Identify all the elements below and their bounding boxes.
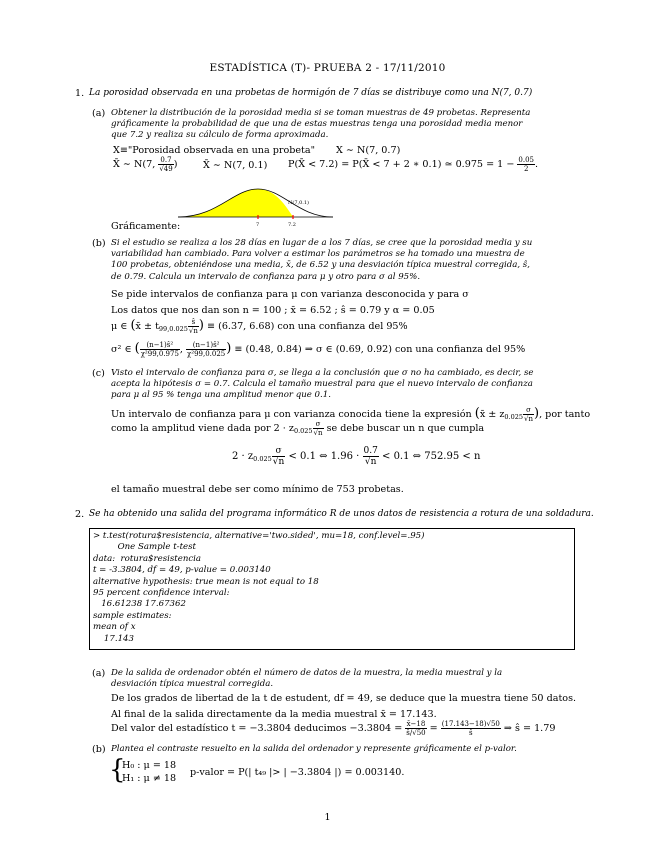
q2-number: 2. [75, 509, 85, 520]
r-output-text: > t.test(rotura$resistencia, alternative='two.sided', mu=18, conf.level=.95) One Sample t-test data: rotura$resistencia t = -3.3804, df = 49, p-value = 0.003140 alternative hypothesis: true mean is not equal to 18 95 percent confidence interval: 16.61238 17.67362 sample estimates: mean of x 17.143 [93, 531, 425, 644]
tick-label-7: 7 [256, 222, 260, 228]
q1-statement: La porosidad observada en una probetas de hormigón de 7 días se distribuye como una N(7, 0.7) [89, 88, 533, 98]
q1a-line1: X≡"Porosidad observada en una probeta" [113, 145, 316, 156]
page-title: ESTADÍSTICA (T)- PRUEBA 2 - 17/11/2010 [209, 62, 446, 74]
q1a-line2b: X̄ ∼ N(7, 0.1) [203, 160, 268, 171]
q2a-label: (a) [92, 668, 106, 679]
q1c-line1: Un intervalo de confianza para μ con varianza conocida tiene la expresión (x̄ ± $z_{0.025}$ $\frac{\sigma}{√n}$ ), por tanto [111, 406, 591, 423]
q1c-equation: $2 \cdot z_{0.025}$ $\frac{\sigma}{√n}$ < 0.1 ⇔ 1.96 · $\frac{0.7}{√n}$ < 0.1 ⇔ 752.95 < n [232, 446, 481, 467]
q1b-line2: Los datos que nos dan son n = 100 ; x̄ = 6.52 ; ŝ = 0.79 y α = 0.05 [111, 305, 435, 316]
tick-label-72: 7.2 [288, 222, 296, 228]
q1b-line4: σ² ∈ ( $\frac{\text{(n−1)ŝ²}}{\text{χ²99,0.975}}$ , $\frac{\text{(n−1)ŝ²}}{\text{χ²99,0.025}}$ ) ≡ (0.48, 0.84) ⇒ σ ∈ (0.69, 0.92) con una confianza del 95% [111, 341, 526, 358]
q1b-line1: Se pide intervalos de confianza para μ con varianza desconocida y para σ [111, 289, 469, 300]
q2b-label: (b) [92, 744, 106, 755]
q1b-question: Si el estudio se realiza a los 28 días en lugar de a los 7 días, se cree que la porosidad media y su variabilidad han cambiado. Para volver a estimar los parámetros se ha tomado una muestra de 100 probetas, obteniéndose una media, x̄, de 6.52 y una desviación típica muestral corregida, ŝ, de 0.79. Calcula un intervalo de confianza para μ y otro para σ al 95%. [111, 238, 533, 282]
q1a-label: (a) [92, 108, 106, 119]
q2b-h0: H₀ : μ = 18 [122, 760, 177, 771]
r-output-box [89, 528, 575, 650]
q2b-pvalue: p-valor = P(| t₄₉ |> | −3.3804 |) = 0.003140. [190, 767, 405, 778]
q1c-label: (c) [92, 368, 105, 379]
q2-statement: Se ha obtenido una salida del programa informático R de unos datos de resistencia a rotura de una soldadura. [89, 509, 594, 519]
q1-number: 1. [75, 88, 85, 99]
q2a-question: De la salida de ordenador obtén el número de datos de la muestra, la media muestral y la desviación típica muestral corregida. [111, 668, 503, 690]
q2a-line3: Del valor del estadístico t = −3.3804 deducimos −3.3804 = $\frac{x̄-18}{ŝ/√50}$ = $\frac{(17.143-18)√50}{ŝ}$ ⇒ ŝ = 1.79 [111, 720, 556, 737]
curve-label: N(7,0.1) [288, 200, 309, 206]
q1c-conclusion: el tamaño muestral debe ser como mínimo de 753 probetas. [111, 484, 404, 495]
q1c-question: Visto el intervalo de confianza para σ, se llega a la conclusión que σ no ha cambiado, es decir, se acepta la hipótesis σ = 0.7. Calcula el tamaño muestral para que el nuevo intervalo de confianza para μ al 95 % tenga una amplitud menor que 0.1. [111, 368, 534, 401]
q2b-h1: H₁ : μ ≠ 18 [122, 773, 177, 784]
q1a-line1b: X ∼ N(7, 0.7) [336, 145, 401, 156]
q2a-line1: De los grados de libertad de la t de estudent, df = 49, se deduce que la muestra tiene 50 datos. [111, 693, 577, 704]
page-number: 1 [324, 812, 331, 823]
q1a-line2c: P(X̄ < 7.2) = P(X̄ < 7 + 2 ∗ 0.1) ≃ 0.975 = 1 − $\frac{0.05}{2}$ . [288, 156, 539, 173]
q1c-line2: como la amplitud viene dada por $2 \cdot z_{0.025}$ $\frac{\sigma}{√n}$ se debe buscar un n que cumpla [111, 420, 485, 437]
q2a-line2: Al final de la salida directamente da la media muestral x̄ = 17.143. [111, 709, 437, 720]
q2b-question: Plantea el contraste resuelto en la salida del ordenador y represente gráficamente el p-valor. [111, 744, 517, 754]
q1a-question: Obtener la distribución de la porosidad media si se toman muestras de 49 probetas. Representa gráficamente la probabilidad de que una de estas muestras tenga una porosidad media menor que 7.2 y realiza su cálculo de forma aproximada. [111, 108, 531, 141]
q1b-line3: μ ∈ (x̄ ± $t_{99,0.025}$ $\frac{ŝ}{√n}$ ) ≡ (6.37, 6.68) con una confianza del 95% [111, 318, 408, 335]
normal-curve-chart [178, 184, 338, 230]
q1a-line2: X̄ ∼ N(7, $\frac{0.7}{√49}$ ) [113, 156, 178, 173]
hypothesis-brace: { [109, 755, 126, 785]
q1b-label: (b) [92, 238, 106, 249]
q1a-graph-label: Gráficamente: [111, 221, 181, 232]
